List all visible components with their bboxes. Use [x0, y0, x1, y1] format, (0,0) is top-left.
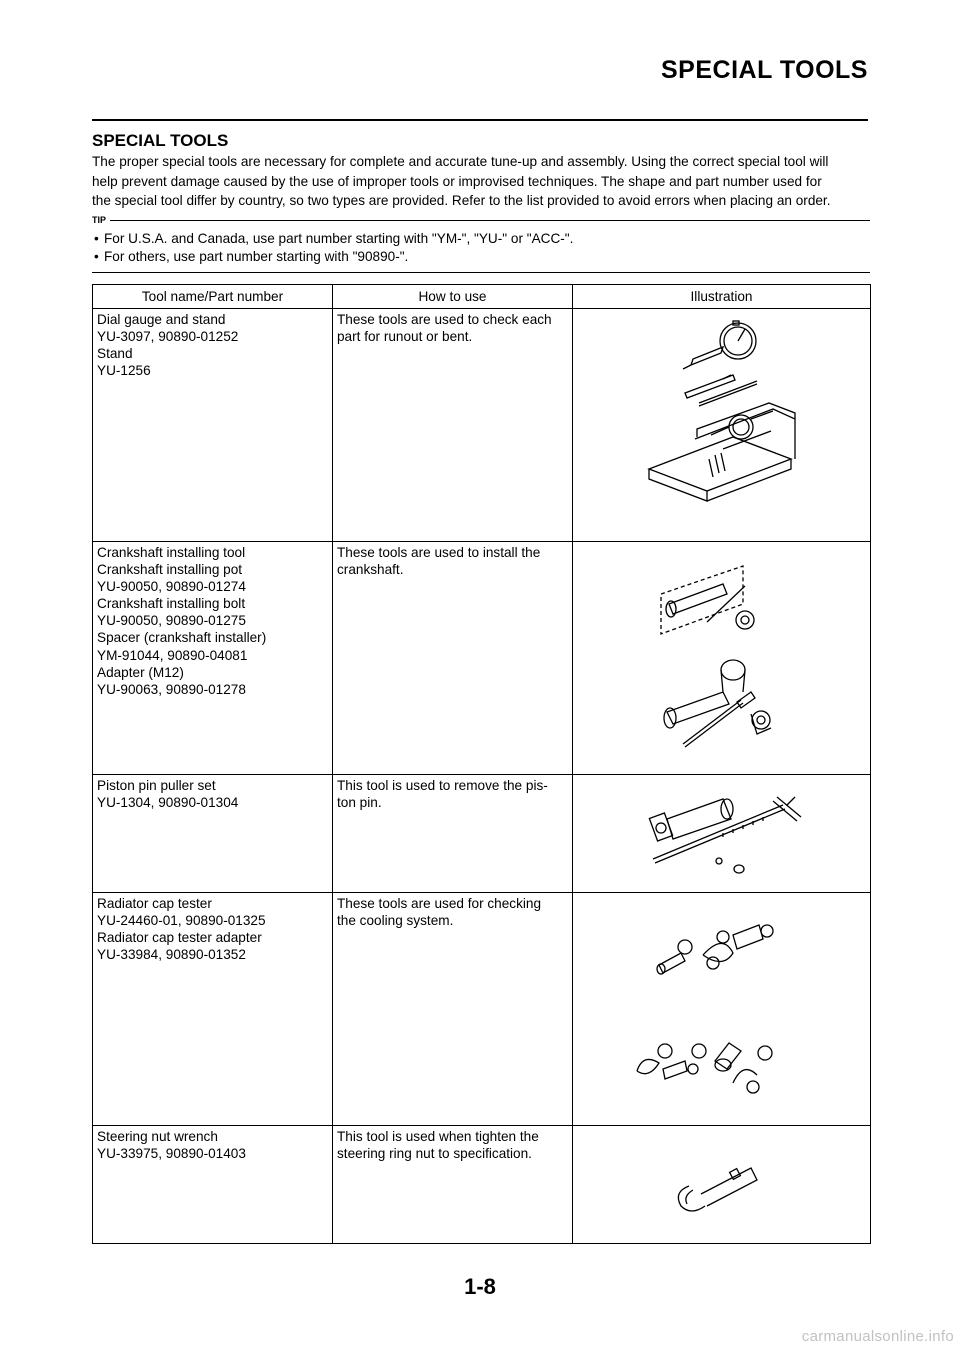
- table-row: [93, 893, 871, 1126]
- tool-name-cell: [93, 1126, 333, 1244]
- tool-name-line: YU-90050, 90890-01275: [97, 613, 246, 629]
- illustration-cell: [573, 775, 871, 893]
- tool-name-line: YM-91044, 90890-04081: [97, 647, 248, 663]
- section-title: SPECIAL TOOLS: [92, 131, 229, 150]
- table-row: [93, 309, 871, 542]
- how-to-use-line: This tool is used to remove the pis-: [337, 778, 548, 793]
- intro-line: the special tool differ by country, so two types are provided. Refer to the list provided to avoid errors when placing an order.: [92, 193, 831, 208]
- how-to-use-line: the cooling system.: [337, 913, 454, 929]
- tool-name-line: YU-3097, 90890-01252: [97, 329, 239, 345]
- how-to-use-line: crankshaft.: [337, 562, 404, 578]
- tip-item: • For U.S.A. and Canada, use part number starting with "YM-", "YU-" or "ACC-".: [92, 230, 870, 248]
- tool-name-cell: [93, 775, 333, 893]
- intro-line: help prevent damage caused by the use of improper tools or improvised techniques. The shape and part number used for: [92, 173, 822, 189]
- tool-name-line: YU-33975, 90890-01403: [97, 1146, 246, 1162]
- intro-paragraph: [92, 152, 870, 211]
- steering-nut-wrench-illustration: [573, 1126, 871, 1243]
- how-to-use-line: These tools are used to install the: [337, 545, 541, 560]
- tool-name-line: YU-24460-01, 90890-01325: [97, 913, 266, 929]
- illustration-cell: [573, 542, 871, 775]
- tool-name-cell: [93, 309, 333, 542]
- table-header-row: [93, 285, 871, 309]
- column-header-illustration: Illustration: [573, 285, 871, 309]
- tip-list: [92, 230, 870, 266]
- tip-rule: [110, 220, 870, 221]
- illustration-cell: [573, 893, 871, 1126]
- tool-name-cell: [93, 893, 333, 1126]
- watermark: carmanualsonline.info: [801, 1328, 954, 1345]
- how-to-use-line: These tools are used for checking: [337, 896, 542, 911]
- tool-name-line: Crankshaft installing pot: [97, 562, 243, 578]
- tool-name-line: YU-1256: [97, 363, 151, 379]
- tool-name-line: Crankshaft installing bolt: [97, 596, 246, 612]
- how-to-use-cell: [333, 1126, 573, 1244]
- how-to-use-cell: [333, 775, 573, 893]
- how-to-use-cell: [333, 893, 573, 1126]
- how-to-use-line: ton pin.: [337, 795, 382, 811]
- tool-name-line: Dial gauge and stand: [97, 312, 226, 327]
- tool-name-line: YU-90063, 90890-01278: [97, 681, 246, 697]
- table-row: [93, 775, 871, 893]
- tool-name-line: YU-1304, 90890-01304: [97, 795, 239, 811]
- tool-name-line: Stand: [97, 346, 133, 362]
- intro-line: The proper special tools are necessary for complete and accurate tune-up and assembly. Using the correct special tool will: [92, 154, 829, 169]
- tool-name-line: Adapter (M12): [97, 664, 184, 680]
- piston-pin-puller-illustration: [573, 775, 871, 892]
- how-to-use-line: This tool is used when tighten the: [337, 1129, 539, 1144]
- tool-name-line: Crankshaft installing tool: [97, 545, 246, 560]
- tip-end-rule: [92, 272, 870, 273]
- tool-name-line: Piston pin puller set: [97, 778, 216, 793]
- radiator-cap-tester-illustration: [573, 893, 871, 1125]
- illustration-cell: [573, 309, 871, 542]
- tool-name-cell: [93, 542, 333, 775]
- illustration-cell: [573, 1126, 871, 1244]
- page-number: 1-8: [464, 1274, 496, 1299]
- tip-label: TIP: [92, 215, 107, 225]
- tip-header: [92, 213, 870, 227]
- how-to-use-line: These tools are used to check each: [337, 312, 552, 327]
- page-header-title: SPECIAL TOOLS: [660, 56, 868, 84]
- tip-item: • For others, use part number starting with "90890-".: [92, 248, 870, 266]
- how-to-use-cell: [333, 542, 573, 775]
- tool-name-line: Radiator cap tester adapter: [97, 930, 262, 946]
- tool-name-line: YU-33984, 90890-01352: [97, 947, 246, 963]
- tip-block: [92, 213, 870, 273]
- tool-name-line: Steering nut wrench: [97, 1129, 218, 1144]
- header-rule: [92, 119, 868, 121]
- tool-name-line: YU-90050, 90890-01274: [97, 579, 246, 595]
- special-tools-table: [92, 284, 871, 1244]
- column-header-tool-name: Tool name/Part number: [93, 285, 333, 309]
- dial-gauge-stand-illustration: [573, 309, 871, 541]
- table-row: [93, 542, 871, 775]
- tool-name-line: Radiator cap tester: [97, 896, 212, 911]
- column-header-how-to-use: How to use: [333, 285, 573, 309]
- how-to-use-line: part for runout or bent.: [337, 329, 473, 345]
- how-to-use-line: steering ring nut to specification.: [337, 1146, 532, 1162]
- how-to-use-cell: [333, 309, 573, 542]
- tool-name-line: Spacer (crankshaft installer): [97, 630, 267, 646]
- crankshaft-installer-illustration: [573, 542, 871, 774]
- table-row: [93, 1126, 871, 1244]
